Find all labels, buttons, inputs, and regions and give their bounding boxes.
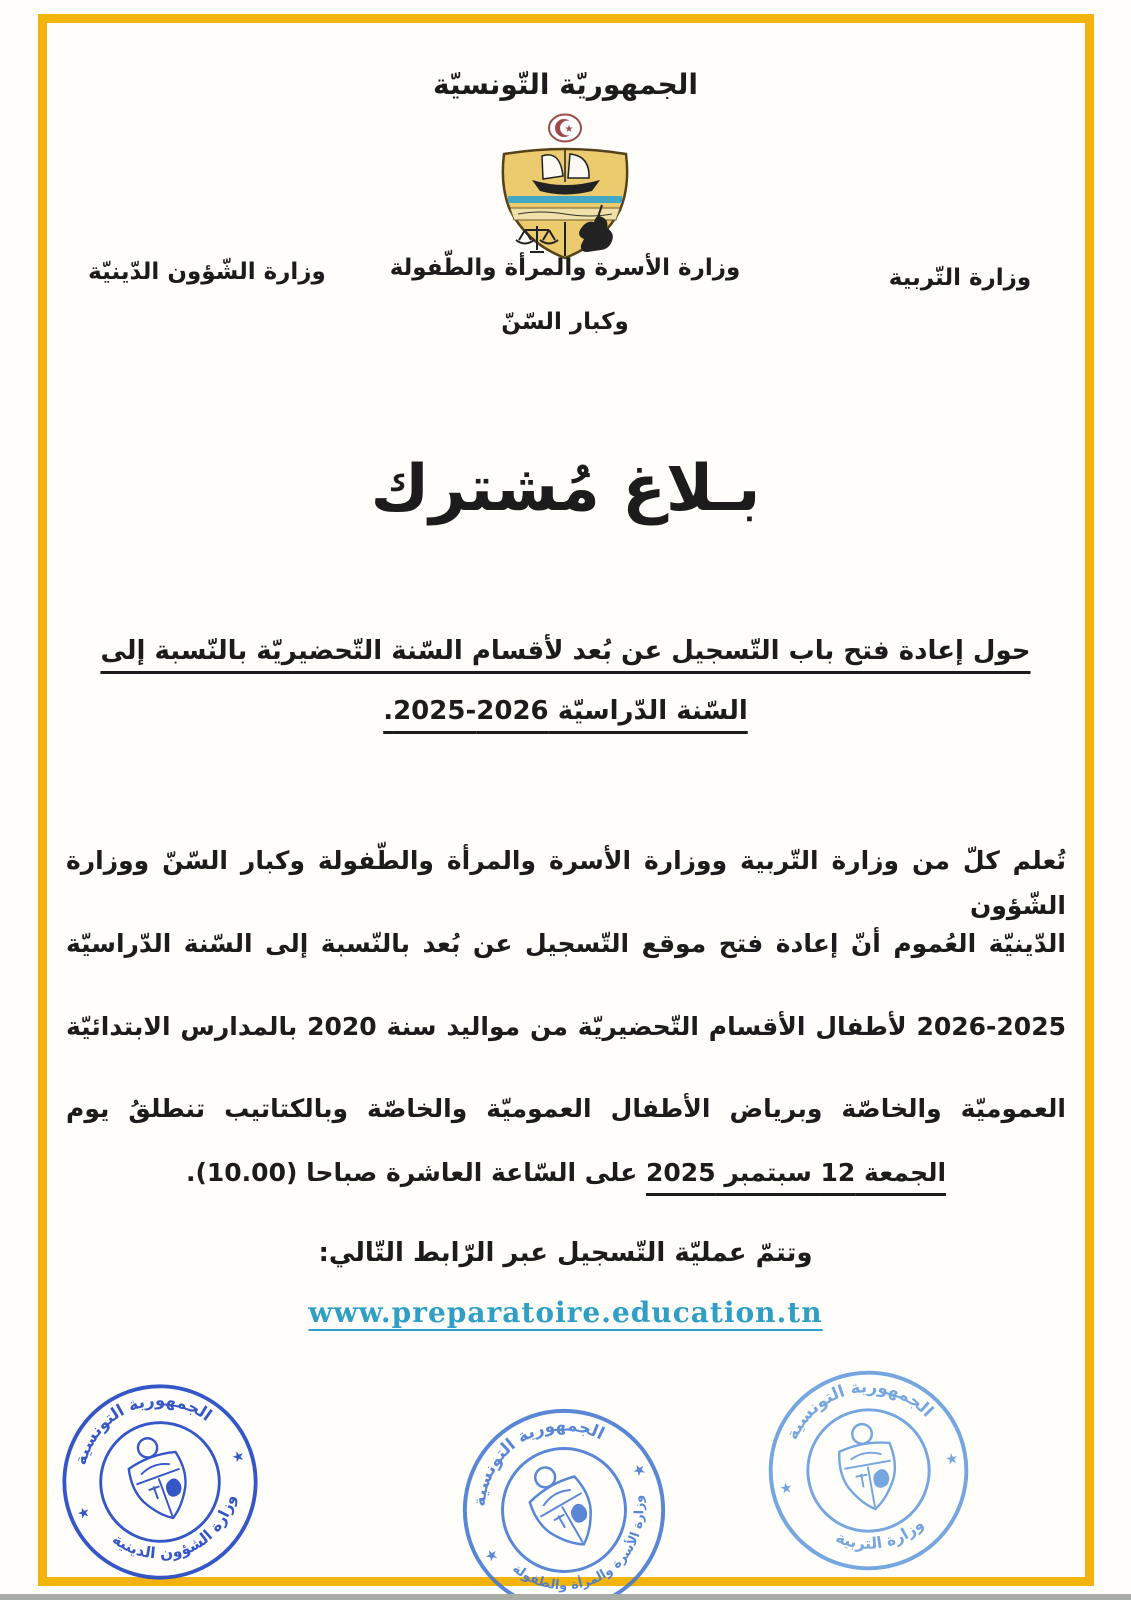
ministry-family-label-line1: وزارة الأسرة والمرأة والطّفولة [389,255,741,281]
tunisia-coat-of-arms-icon [480,112,650,266]
stamp-top-text: الجمهورية التونسية [468,1414,608,1508]
body-line-1: تُعلم كلّ من وزارة التّربية ووزارة الأسرة والمرأة والطّفولة وكبار السّنّ ووزارة الشّؤون [66,846,1066,920]
scan-bottom-edge [0,1594,1131,1600]
stamp-star-icon: ★ [629,1458,650,1482]
stamp-top-text: الجمهورية التونسية [70,1390,216,1467]
stamp-bottom-text: وزارة التربية [833,1514,928,1553]
ministry-family-label-line2: وكبار السّنّ [501,309,629,335]
stamp-star-icon: ★ [229,1447,248,1468]
stamp-top-text: الجمهورية التونسية [782,1377,938,1443]
stamp-star-icon: ★ [481,1544,502,1567]
stamp-star-icon: ★ [943,1449,960,1469]
svg-text:وزارة الشؤون الدينية [106,1488,253,1582]
body-line-2: الدّينيّة العُموم أنّ إعادة فتح موقع التّسجيل عن بُعد بالنّسبة إلى السّنة الدّراسيّة [66,929,1066,958]
republic-title: الجمهوريّة التّونسيّة [433,68,698,101]
ministry-religious-label: وزارة الشّؤون الدّينيّة [88,259,326,285]
ministry-education-label: وزارة التّربية [888,265,1032,291]
stamp-religious-affairs [50,1372,270,1596]
stamp-star-icon: ★ [75,1503,93,1524]
body-line-4: العموميّة والخاصّة وبرياض الأطفال العموميّة والخاصّة وبالكتاتيب تنطلقُ يوم [66,1094,1066,1123]
launch-date: الجمعة 12 سبتمبر 2025 [646,1158,947,1187]
stamp-bottom-text: وزارة الشؤون الدينية [109,1492,240,1563]
subject-line-1: حول إعادة فتح باب التّسجيل عن بُعد لأقسام السّنة التّحضيريّة بالنّسبة إلى [100,636,1031,666]
emblem-star-icon: ★ [564,124,574,135]
launch-time: على السّاعة العاشرة صباحا (10.00). [185,1158,647,1187]
subject-line-2: السّنة الدّراسيّة 2026-2025. [383,696,748,726]
svg-text:وزارة التربية [830,1513,929,1560]
body-line-5 [66,1150,1066,1195]
body-line-3: 2026-2025 لأطفال الأقسام التّحضيريّة من مواليد سنة 2020 بالمدارس الابتدائيّة [66,1012,1066,1041]
registration-url-line [0,1296,1131,1329]
registration-link-intro: وتتمّ عمليّة التّسجيل عبر الرّابط التّالي: [318,1238,813,1268]
stamp-family-ministry [450,1396,678,1600]
stamp-bottom-text: وزارة الأسرة والمرأة والطفولة [509,1494,648,1594]
registration-url-link[interactable]: www.preparatoire.education.tn [308,1296,823,1329]
stamp-star-icon: ★ [778,1478,795,1498]
communique-title: بـلاغ مُشترك [370,452,761,526]
stamp-education-ministry [756,1358,981,1587]
